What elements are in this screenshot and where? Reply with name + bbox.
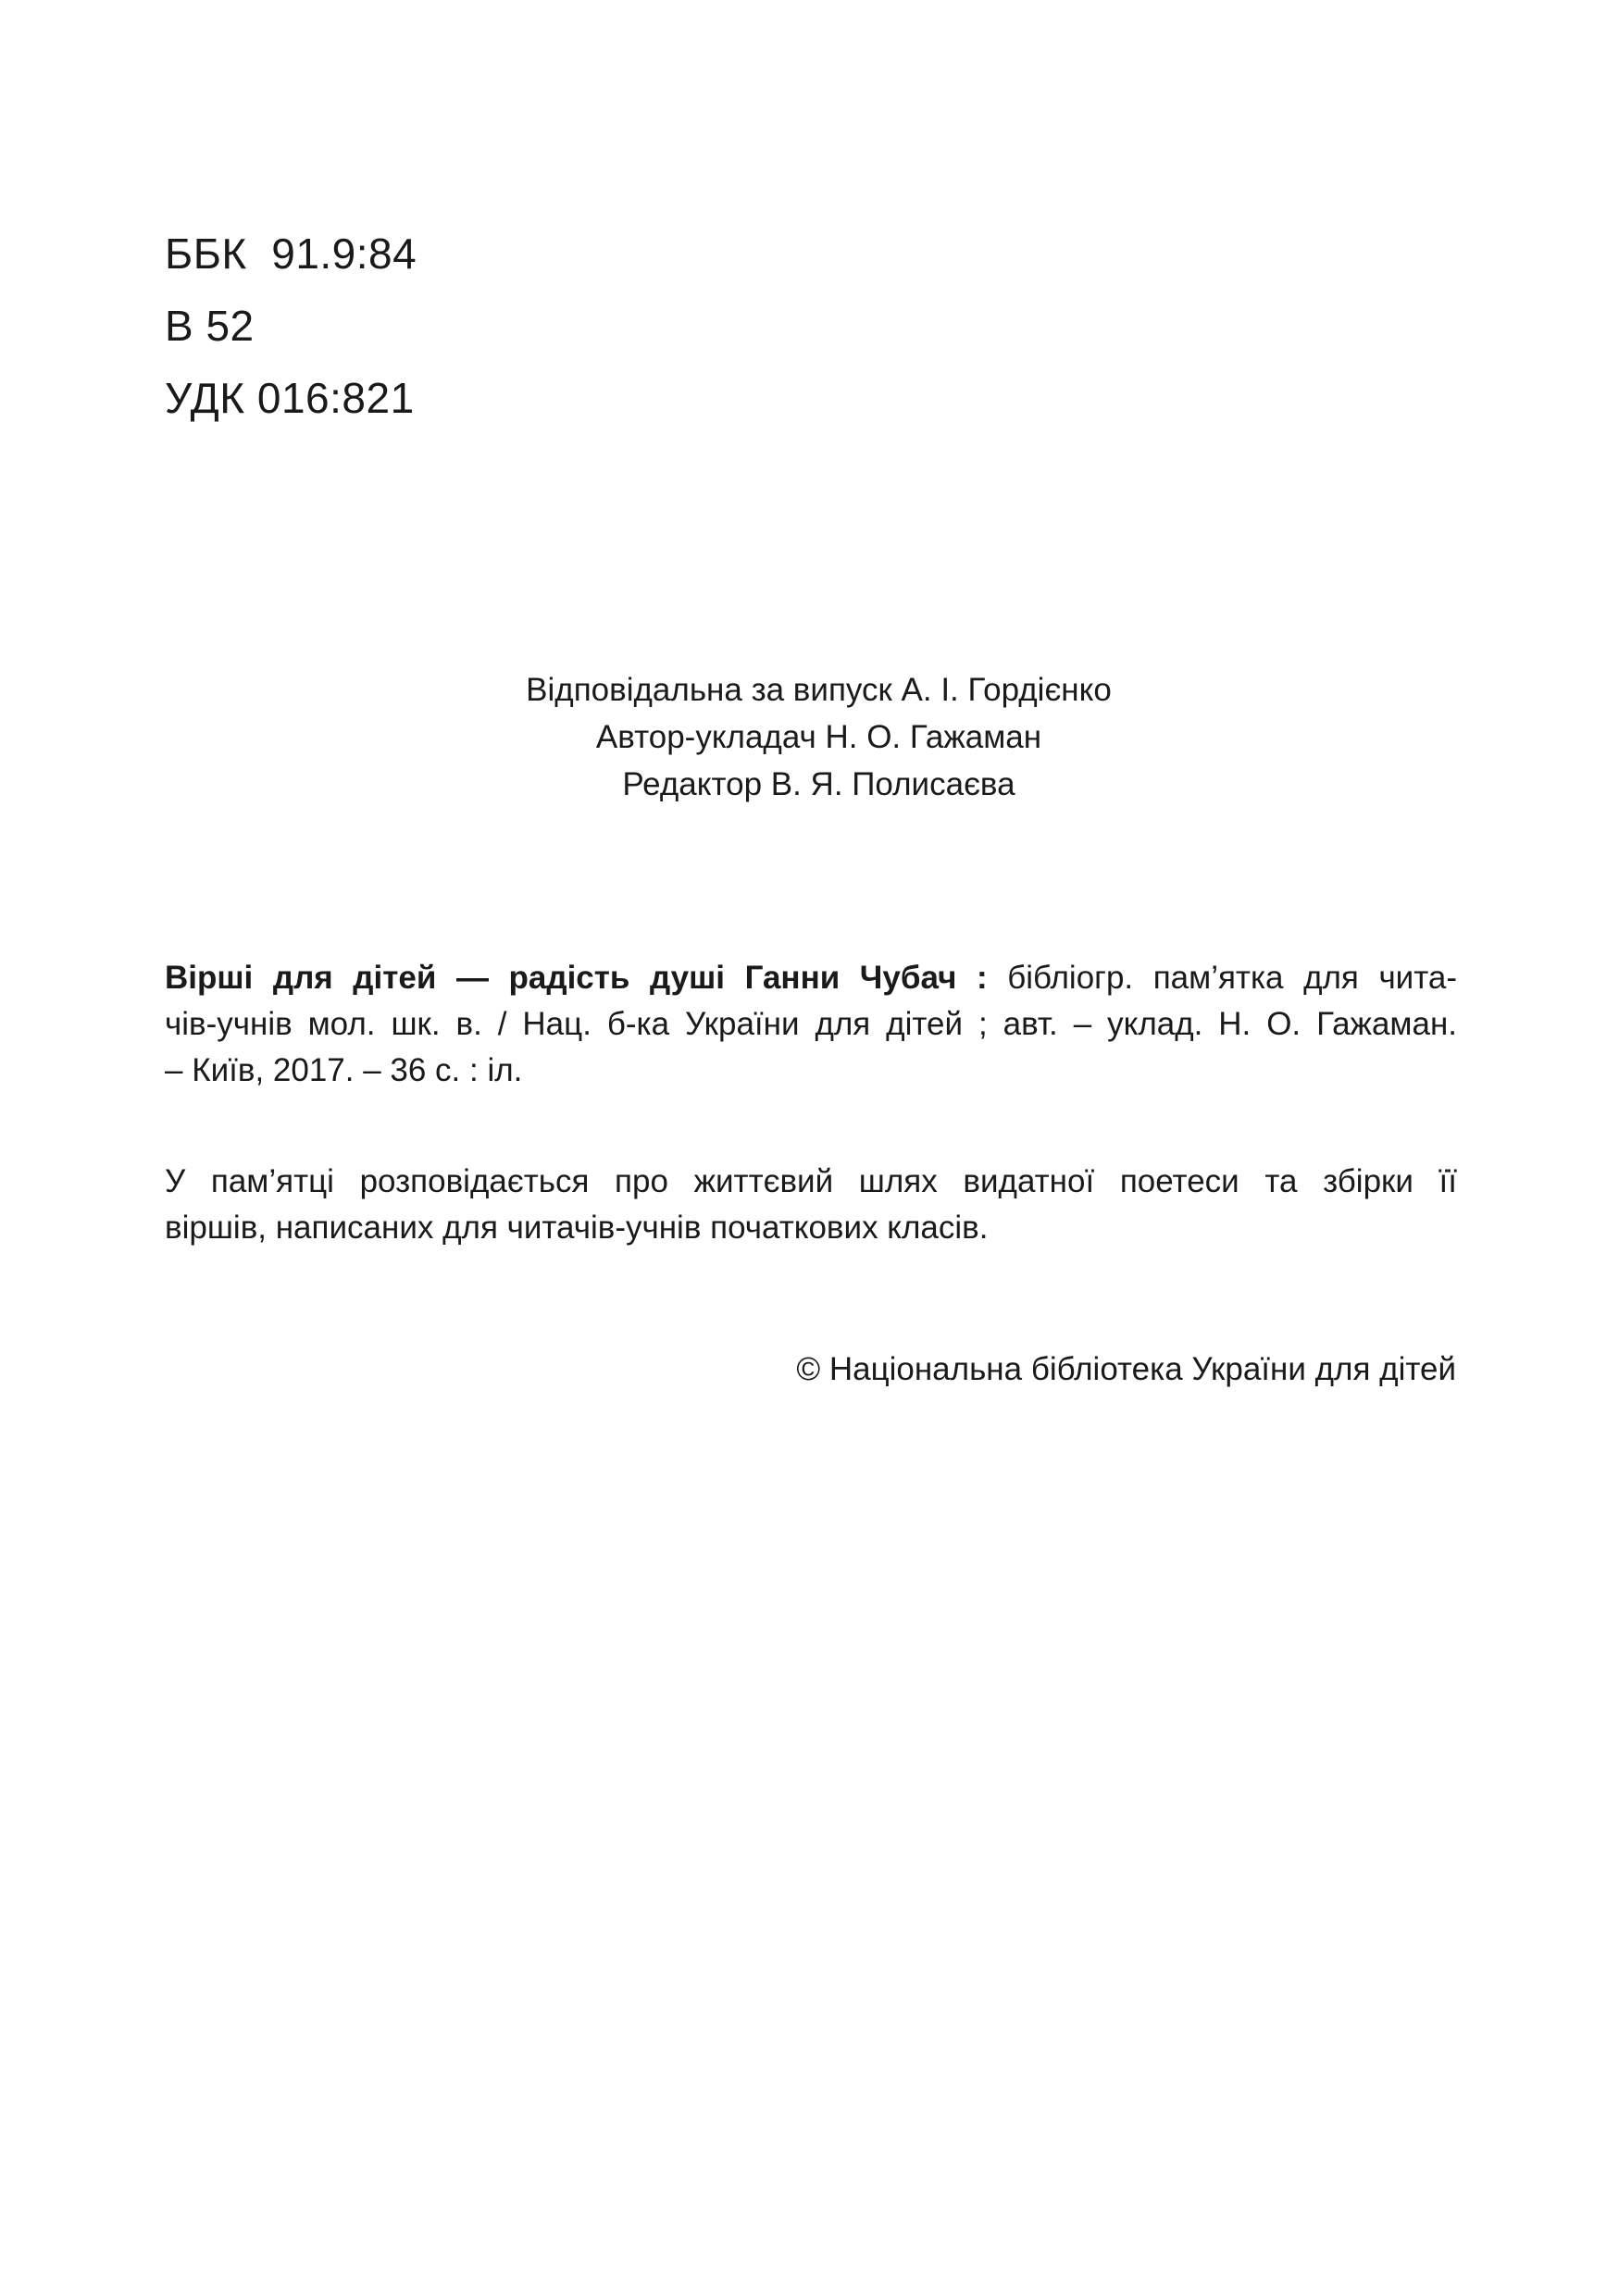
abstract-line-1: У пам’ятці розповідається про життєвий шлях видатної поетеси та збірки її [165, 1163, 1457, 1199]
credit-responsible: Відповідальна за випуск А. І. Гордієнко [526, 672, 1112, 708]
classification-codes [165, 217, 417, 434]
copyright-notice: © Національна бібліотека України для дітей [796, 1351, 1456, 1387]
author-mark: В 52 [165, 302, 255, 350]
abstract [165, 1159, 1457, 1251]
bibliographic-record [165, 955, 1457, 1094]
abstract-line-2: віршів, написаних для читачів-учнів початкових класів. [165, 1210, 989, 1246]
biblio-title: Вірші для дітей — радість душі Ганни Чубач : [165, 960, 988, 996]
biblio-line-2: чів-учнів мол. шк. в. / Нац. б-ка України для дітей ; авт. – уклад. Н. О. Гажаман. [165, 1006, 1457, 1042]
biblio-line-1-rest: бібліогр. пам’ятка для чита- [987, 960, 1457, 996]
biblio-line-3: – Київ, 2017. – 36 с. : іл. [165, 1052, 523, 1088]
udk-code: УДК 016:821 [165, 374, 415, 422]
credit-editor: Редактор В. Я. Полисаєва [622, 766, 1015, 802]
biblio-line-1 [165, 955, 1457, 1001]
credits-block [0, 666, 1619, 808]
credit-compiler: Автор-укладач Н. О. Гажаман [595, 719, 1042, 755]
bbk-code: ББК 91.9:84 [165, 230, 417, 278]
